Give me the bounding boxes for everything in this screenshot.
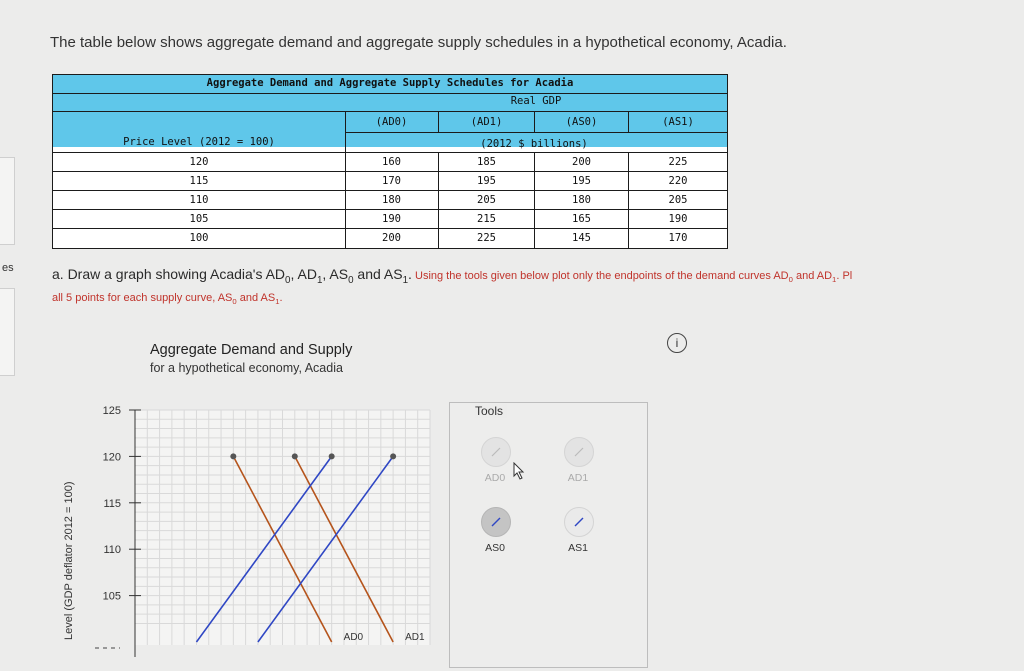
table-cell-ad1: 215 xyxy=(477,213,496,225)
table-cell-ad1: 185 xyxy=(477,156,496,168)
table-cell-ad0: 180 xyxy=(382,194,401,206)
sidebar-panel xyxy=(0,157,15,245)
table-cell-as0: 200 xyxy=(572,156,591,168)
col-header-as1: (AS1) xyxy=(662,116,694,128)
table-cell-as0: 165 xyxy=(572,213,591,225)
table-cell-ad1: 195 xyxy=(477,175,496,187)
table-cell-price: 120 xyxy=(189,156,209,168)
table-cell-as1: 170 xyxy=(668,232,688,244)
tool-ad0-text: AD0 xyxy=(484,472,506,484)
tool-as1-button[interactable] xyxy=(564,507,594,537)
table-cell-as0: 145 xyxy=(572,232,591,244)
table-cell-as1: 225 xyxy=(668,156,688,168)
mouse-cursor-icon xyxy=(512,462,526,480)
curve-endpoint-as1 xyxy=(390,453,396,459)
table-cell-price: 110 xyxy=(189,194,209,206)
curve-endpoint-ad0 xyxy=(230,453,236,459)
table-cell-as0: 195 xyxy=(572,175,591,187)
table-cell-price: 100 xyxy=(189,232,209,244)
tool-as0-button[interactable] xyxy=(481,507,511,537)
y-tick-label: 125 xyxy=(102,405,121,417)
tools-label: Tools xyxy=(475,404,507,418)
curve-label-ad0: AD0 xyxy=(343,632,364,643)
table-cell-as1: 190 xyxy=(668,213,688,225)
sidebar-panel-lower xyxy=(0,288,15,376)
table-cell-as0: 180 xyxy=(572,194,591,206)
table-cell-ad0: 190 xyxy=(382,213,401,225)
tools-panel xyxy=(449,402,648,668)
line-tool-icon xyxy=(565,508,593,536)
y-tick-label: 120 xyxy=(102,451,121,464)
table-cell-ad0: 170 xyxy=(382,175,401,187)
tool-ad1-text: AD1 xyxy=(567,472,589,484)
y-tick-label: 115 xyxy=(103,497,121,510)
tool-as1-text: AS1 xyxy=(568,542,588,554)
tool-as0-text: AS0 xyxy=(485,542,505,554)
col-header-ad0: (AD0) xyxy=(375,116,408,128)
curve-endpoint-as0 xyxy=(329,453,335,459)
col-header-ad1: (AD1) xyxy=(470,116,503,128)
tool-ad1-button[interactable] xyxy=(564,437,594,467)
y-tick-label: 110 xyxy=(103,544,121,557)
table-cell-price: 115 xyxy=(189,175,209,187)
info-icon[interactable]: i xyxy=(667,333,687,353)
table-cell-ad1: 205 xyxy=(477,194,496,206)
y-tick-label: 105 xyxy=(102,590,121,603)
line-tool-icon xyxy=(565,438,593,466)
tool-ad0-button[interactable] xyxy=(481,437,511,467)
schedule-table xyxy=(52,74,728,249)
table-cell-ad0: 160 xyxy=(382,156,401,168)
table-cell-as1: 220 xyxy=(668,175,688,187)
curve-endpoint-ad1 xyxy=(292,453,298,459)
sidebar-fragment: es xyxy=(2,262,14,274)
y-axis-label: Level (GDP deflator 2012 = 100) xyxy=(63,481,75,640)
col-header-as0: (AS0) xyxy=(565,116,598,128)
chart-title: Aggregate Demand and Supply xyxy=(150,342,353,358)
table-cell-price: 105 xyxy=(189,213,209,225)
line-tool-icon xyxy=(482,508,510,536)
units-header: (2012 $ billions) xyxy=(480,138,588,150)
table-cell-ad1: 225 xyxy=(477,232,496,244)
table-title: Aggregate Demand and Aggregate Supply Schedules for Acadia xyxy=(206,77,574,89)
tool-as0-label xyxy=(475,542,515,554)
tool-as1-label xyxy=(558,542,598,554)
table-cell-as1: 205 xyxy=(668,194,688,206)
tool-ad1-label xyxy=(558,472,598,484)
chart-grid xyxy=(135,410,430,645)
question-b: all 5 points for each supply curve, $AS_0$ and $AS_1$. xyxy=(52,292,283,307)
real-gdp-header: Real GDP xyxy=(510,95,562,107)
tool-ad0-label xyxy=(475,472,515,484)
intro-text: The table below shows aggregate demand and aggregate supply schedules in a hypothetical economy, Acadia. xyxy=(50,34,787,51)
price-header: Price Level (2012 = 100) xyxy=(123,136,275,148)
chart-subtitle: for a hypothetical economy, Acadia xyxy=(150,361,343,375)
curve-label-ad1: AD1 xyxy=(405,632,425,643)
table-cell-ad0: 200 xyxy=(382,232,401,244)
chart-axis xyxy=(95,405,141,657)
ad-as-chart[interactable] xyxy=(50,395,440,671)
question-a: a. Draw a graph showing Acadia's $AD_0$, $AD_1$, $AS_0$ and $AS_1$. Using the tools given below plot only the endpoints of the demand curves $AD_0$ and $AD_1$. Pl xyxy=(52,266,853,286)
line-tool-icon xyxy=(482,438,510,466)
